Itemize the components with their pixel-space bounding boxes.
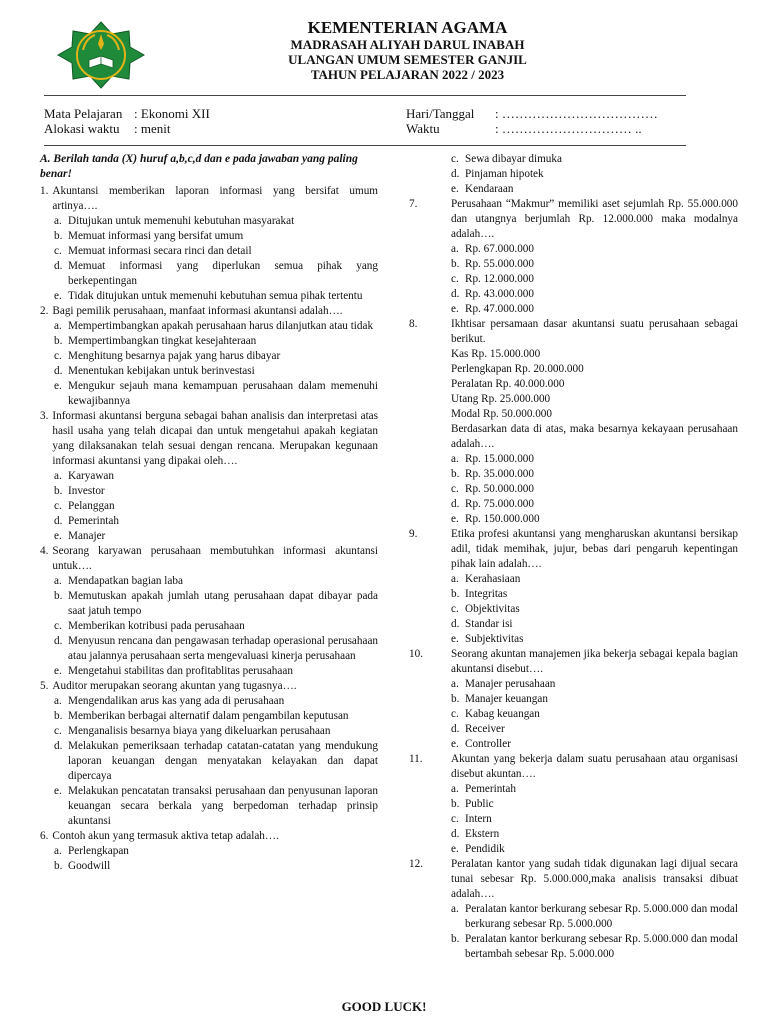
question-text: Etika profesi akuntansi yang mengharuskan akuntansi bersikap adil, tidak memihak, jujur, bebas dari pengaruh kepentingan pihak lain adalah…. (451, 528, 738, 570)
answer-option (409, 677, 738, 692)
option-text: Public (465, 798, 494, 810)
option-text: Memutuskan apakah jumlah utang perusahaan dapat dibayar pada saat jatuh tempo (68, 590, 378, 617)
option-text: Memberikan kotribusi pada perusahaan (68, 620, 245, 632)
option-text: Manajer keuangan (465, 693, 548, 705)
question-text: Auditor merupakan seorang akuntan yang tugasnya…. (52, 680, 297, 692)
option-letter: b. (451, 588, 460, 600)
question-stem (40, 409, 378, 469)
option-text: Intern (465, 813, 492, 825)
option-text: Menentukan kebijakan untuk berinvestasi (68, 365, 255, 377)
option-letter: a. (54, 575, 62, 587)
option-text: Mendapatkan bagian laba (68, 575, 183, 587)
option-text: Rp. 55.000.000 (465, 258, 534, 270)
day-value: : ……………………………… (495, 106, 658, 121)
option-letter: a. (451, 243, 459, 255)
exam-title: ULANGAN UMUM SEMESTER GANJIL (288, 52, 527, 67)
answer-option (40, 739, 378, 784)
option-letter: e. (54, 530, 62, 542)
answer-option (409, 707, 738, 722)
header-divider (44, 95, 686, 96)
answer-option (409, 722, 738, 737)
answer-option (409, 302, 738, 317)
option-text: Tidak ditujukan untuk memenuhi kebutuhan semua pihak tertentu (68, 290, 363, 302)
answer-option (40, 709, 378, 724)
school-name: MADRASAH ALIYAH DARUL INABAH (290, 37, 525, 52)
option-letter: d. (54, 635, 63, 647)
option-text: Rp. 67.000.000 (465, 243, 534, 255)
question-item (40, 679, 378, 829)
option-letter: c. (451, 483, 459, 495)
option-text: Menghitung besarnya pajak yang harus dibayar (68, 350, 281, 362)
ministry-title: KEMENTERIAN AGAMA (307, 18, 508, 37)
answer-option (409, 152, 738, 167)
question-stem (409, 197, 738, 242)
question-number: 5. (40, 680, 49, 692)
question-text: Ikhtisar persamaan dasar akuntansi suatu perusahaan sebagai berikut. (451, 318, 738, 345)
option-text: Rp. 50.000.000 (465, 483, 534, 495)
option-text: Ekstern (465, 828, 500, 840)
option-letter: d. (54, 260, 63, 272)
option-text: Peralatan kantor berkurang sebesar Rp. 5.000.000 dan modal bertambah sebesar Rp. 5.000.000 (465, 933, 738, 960)
answer-option (40, 259, 378, 289)
answer-option (409, 467, 738, 482)
option-text: Melakukan pencatatan transaksi perusahaan dan penyusunan laporan keuangan secara berkala yang berpedoman terhadap prinsip akuntansi (68, 785, 378, 827)
question-text: Bagi pemilik perusahaan, manfaat informasi akuntansi adalah…. (52, 305, 343, 317)
question-stem (409, 317, 738, 347)
answer-option (40, 469, 378, 484)
option-letter: e. (54, 665, 62, 677)
answer-option (40, 229, 378, 244)
left-column (40, 152, 378, 874)
option-text: Manajer perusahaan (465, 678, 556, 690)
option-text: Mengendalikan arus kas yang ada di perusahaan (68, 695, 285, 707)
question-followup (409, 422, 738, 452)
data-line (409, 407, 738, 422)
option-letter: b. (451, 258, 460, 270)
option-text: Standar isi (465, 618, 513, 630)
data-line (409, 392, 738, 407)
answer-option (409, 587, 738, 602)
option-letter: d. (451, 498, 460, 510)
answer-option (40, 289, 378, 304)
option-text: Memuat informasi yang diperlukan semua pihak yang berkepentingan (68, 260, 378, 287)
option-letter: d. (451, 723, 460, 735)
option-text: Mengukur sejauh mana kemampuan perusahaan dalam memenuhi kewajibannya (68, 380, 378, 407)
option-text: Receiver (465, 723, 505, 735)
option-letter: a. (451, 783, 459, 795)
question-number: 8. (409, 318, 418, 330)
question-stem (409, 857, 738, 902)
question-item (409, 317, 738, 527)
answer-option (409, 497, 738, 512)
question-number: 2. (40, 305, 49, 317)
option-letter: a. (54, 320, 62, 332)
question-number: 6. (40, 830, 49, 842)
answer-option (40, 634, 378, 664)
option-text: Rp. 43.000.000 (465, 288, 534, 300)
option-letter: e. (54, 290, 62, 302)
question-item (40, 304, 378, 409)
question-stem (409, 527, 738, 572)
option-text: Rp. 15.000.000 (465, 453, 534, 465)
answer-option (40, 724, 378, 739)
option-letter: d. (451, 828, 460, 840)
question-number: 4. (40, 545, 49, 557)
option-text: Kendaraan (465, 183, 514, 195)
answer-option (409, 617, 738, 632)
answer-option (409, 827, 738, 842)
question-item (409, 857, 738, 962)
answer-option (40, 574, 378, 589)
option-letter: c. (451, 708, 459, 720)
question-stem (40, 304, 378, 319)
option-text: Rp. 12.000.000 (465, 273, 534, 285)
option-text: Objektivitas (465, 603, 520, 615)
answer-option (409, 572, 738, 587)
data-line (409, 347, 738, 362)
option-text: Mempertimbangkan tingkat kesejahteraan (68, 335, 257, 347)
question-stem (40, 829, 378, 844)
option-text: Manajer (68, 530, 106, 542)
right-question-list (409, 152, 738, 962)
option-letter: c. (54, 725, 62, 737)
left-question-list (40, 184, 378, 874)
question-item (409, 527, 738, 647)
option-letter: e. (54, 785, 62, 797)
answer-option (40, 529, 378, 544)
option-letter: d. (54, 740, 63, 752)
option-letter: c. (451, 813, 459, 825)
answer-option (409, 692, 738, 707)
question-item (40, 544, 378, 679)
option-letter: e. (54, 380, 62, 392)
answer-option (409, 632, 738, 647)
question-followup-text: Berdasarkan data di atas, maka besarnya kekayaan perusahaan adalah…. (451, 423, 738, 450)
option-letter: b. (54, 590, 63, 602)
question-stem (409, 647, 738, 677)
answer-option (409, 452, 738, 467)
option-letter: b. (54, 335, 63, 347)
answer-option (40, 499, 378, 514)
question-number: 1. (40, 185, 49, 197)
option-letter: c. (54, 245, 62, 257)
option-letter: b. (54, 230, 63, 242)
answer-option (40, 214, 378, 229)
option-letter: b. (54, 860, 63, 872)
answer-option (40, 244, 378, 259)
answer-option (40, 589, 378, 619)
answer-option (40, 334, 378, 349)
option-letter: c. (54, 350, 62, 362)
answer-option (409, 482, 738, 497)
answer-option (409, 182, 738, 197)
data-line (409, 377, 738, 392)
answer-option (409, 797, 738, 812)
question-number: 11. (409, 753, 423, 765)
option-text: Memuat informasi yang bersifat umum (68, 230, 244, 242)
question-stem (40, 544, 378, 574)
question-text: Akuntansi memberikan laporan informasi yang bersifat umum artinya…. (52, 185, 378, 212)
option-text: Kerahasiaan (465, 573, 521, 585)
time-value: : ………………………… .. (495, 121, 642, 136)
option-letter: c. (54, 500, 62, 512)
data-line-text: Kas Rp. 15.000.000 (451, 348, 541, 360)
data-line (409, 362, 738, 377)
option-text: Sewa dibayar dimuka (465, 153, 562, 165)
answer-option (409, 902, 738, 932)
answer-option (409, 257, 738, 272)
answer-option (409, 602, 738, 617)
question-number: 12. (409, 858, 423, 870)
option-letter: e. (451, 738, 459, 750)
data-line-text: Modal Rp. 50.000.000 (451, 408, 552, 420)
option-letter: b. (451, 693, 460, 705)
question-item (40, 184, 378, 304)
option-letter: a. (451, 573, 459, 585)
answer-option (40, 844, 378, 859)
answer-option (409, 272, 738, 287)
kemenag-logo-icon (56, 20, 146, 90)
option-text: Memuat informasi secara rinci dan detail (68, 245, 252, 257)
academic-year: TAHUN PELAJARAN 2022 / 2023 (310, 67, 505, 82)
option-letter: d. (451, 168, 460, 180)
option-text: Controller (465, 738, 511, 750)
option-letter: c. (451, 603, 459, 615)
option-text: Rp. 75.000.000 (465, 498, 534, 510)
answer-option (40, 349, 378, 364)
option-text: Mengetahui stabilitas dan profitablitas perusahaan (68, 665, 293, 677)
answer-option (409, 287, 738, 302)
data-line-text: Peralatan Rp. 40.000.000 (451, 378, 565, 390)
question-number: 9. (409, 528, 418, 540)
question-text: Perusahaan “Makmur” memiliki aset sejumlah Rp. 55.000.000 dan utangnya berjumlah Rp. 12.000.000 maka modalnya adalah…. (451, 198, 738, 240)
question-item (40, 829, 378, 874)
question-stem (409, 752, 738, 782)
option-letter: b. (451, 798, 460, 810)
question-item (409, 752, 738, 857)
option-text: Menyusun rencana dan pengawasan terhadap operasional perusahaan atau jalannya perusahaan serta mengevaluasi kinerja perusahaan (68, 635, 379, 662)
answer-option (409, 242, 738, 257)
question-text: Seorang akuntan manajemen jika bekerja sebagai kepala bagian akuntansi disebut…. (451, 648, 738, 675)
question-item (409, 152, 738, 197)
meta-divider (44, 145, 686, 146)
option-letter: c. (54, 620, 62, 632)
option-letter: d. (54, 515, 63, 527)
option-text: Rp. 47.000.000 (465, 303, 534, 315)
instruction: A. Berilah tanda (X) huruf a,b,c,d dan e pada jawaban yang paling benar! (40, 153, 358, 180)
option-letter: c. (451, 153, 459, 165)
question-number: 3. (40, 410, 49, 422)
answer-option (40, 319, 378, 334)
answer-option (409, 167, 738, 182)
answer-option (40, 379, 378, 409)
data-line-text: Perlengkapan Rp. 20.000.000 (451, 363, 584, 375)
subject-label: Mata Pelajaran (44, 106, 123, 121)
footer-good-luck: GOOD LUCK! (341, 999, 427, 1014)
day-label: Hari/Tanggal (406, 106, 475, 121)
duration-label: Alokasi waktu (44, 121, 120, 136)
answer-option (409, 512, 738, 527)
option-letter: e. (451, 843, 459, 855)
answer-option (40, 619, 378, 634)
option-letter: b. (451, 468, 460, 480)
option-letter: a. (54, 470, 62, 482)
letterhead (180, 18, 635, 82)
option-letter: a. (54, 845, 62, 857)
answer-option (40, 484, 378, 499)
option-text: Memberikan berbagai alternatif dalam pengambilan keputusan (68, 710, 349, 722)
option-letter: e. (451, 633, 459, 645)
option-letter: d. (54, 365, 63, 377)
option-letter: c. (451, 273, 459, 285)
option-text: Pelanggan (68, 500, 115, 512)
option-text: Menganalisis besarnya biaya yang dikeluarkan perusahaan (68, 725, 331, 737)
option-text: Integritas (465, 588, 508, 600)
question-text: Contoh akun yang termasuk aktiva tetap adalah…. (52, 830, 279, 842)
option-letter: b. (451, 933, 460, 945)
option-letter: d. (451, 618, 460, 630)
question-number: 7. (409, 198, 418, 210)
option-letter: b. (54, 485, 63, 497)
option-text: Ditujukan untuk memenuhi kebutuhan masyarakat (68, 215, 295, 227)
option-letter: e. (451, 513, 459, 525)
option-letter: e. (451, 303, 459, 315)
option-text: Peralatan kantor berkurang sebesar Rp. 5.000.000 dan modal berkurang sebesar Rp. 5.000.000 (465, 903, 738, 930)
option-letter: a. (54, 215, 62, 227)
answer-option (40, 694, 378, 709)
question-item (40, 409, 378, 544)
answer-option (40, 784, 378, 829)
answer-option (40, 859, 378, 874)
option-text: Goodwill (68, 860, 111, 872)
option-text: Subjektivitas (465, 633, 524, 645)
option-text: Investor (68, 485, 105, 497)
question-item (409, 197, 738, 317)
option-text: Melakukan pemeriksaan terhadap catatan-catatan yang mendukung laporan keuangan dengan menyatakan kelayakan dan dapat dipercaya (68, 740, 378, 782)
answer-option (40, 364, 378, 379)
option-text: Rp. 35.000.000 (465, 468, 534, 480)
answer-option (40, 664, 378, 679)
option-text: Rp. 150.000.000 (465, 513, 540, 525)
data-line-text: Utang Rp. 25.000.000 (451, 393, 551, 405)
question-text: Informasi akuntansi berguna sebagai bahan analisis dan interpretasi atas hasil usaha yang telah dicapai dan untuk mengetahui apakah kegiatan yang dilaksanakan telah sesuai dengan rencana. Merupakan kegunaan informasi akuntansi yang dipakai oleh…. (52, 410, 378, 467)
option-letter: d. (451, 288, 460, 300)
option-text: Mempertimbangkan apakah perusahaan harus dilanjutkan atau tidak (68, 320, 374, 332)
option-letter: e. (451, 183, 459, 195)
question-number: 10. (409, 648, 423, 660)
option-letter: a. (451, 678, 459, 690)
question-text: Peralatan kantor yang sudah tidak digunakan lagi dijual secara tunai sebesar Rp. 5.000.000,maka analisis transaksi dibuat adalah…. (451, 858, 738, 900)
answer-option (409, 812, 738, 827)
right-column (409, 152, 738, 962)
question-text: Akuntan yang bekerja dalam suatu perusahaan atau organisasi disebut akuntan…. (451, 753, 738, 780)
question-stem (40, 679, 378, 694)
option-letter: a. (54, 695, 62, 707)
option-text: Karyawan (68, 470, 114, 482)
option-text: Pendidik (465, 843, 505, 855)
question-item (409, 647, 738, 752)
question-text: Seorang karyawan perusahaan membutuhkan informasi akuntansi untuk…. (52, 545, 378, 572)
question-stem (40, 184, 378, 214)
duration-value: : menit (134, 121, 171, 136)
answer-option (409, 932, 738, 962)
option-text: Perlengkapan (68, 845, 129, 857)
option-text: Kabag keuangan (465, 708, 540, 720)
answer-option (409, 782, 738, 797)
answer-option (409, 842, 738, 857)
time-label: Waktu (406, 121, 440, 136)
subject-value: : Ekonomi XII (134, 106, 210, 121)
option-text: Pemerintah (465, 783, 516, 795)
option-text: Pinjaman hipotek (465, 168, 544, 180)
answer-option (409, 737, 738, 752)
answer-option (40, 514, 378, 529)
option-letter: a. (451, 903, 459, 915)
option-letter: a. (451, 453, 459, 465)
option-text: Pemerintah (68, 515, 119, 527)
option-letter: b. (54, 710, 63, 722)
